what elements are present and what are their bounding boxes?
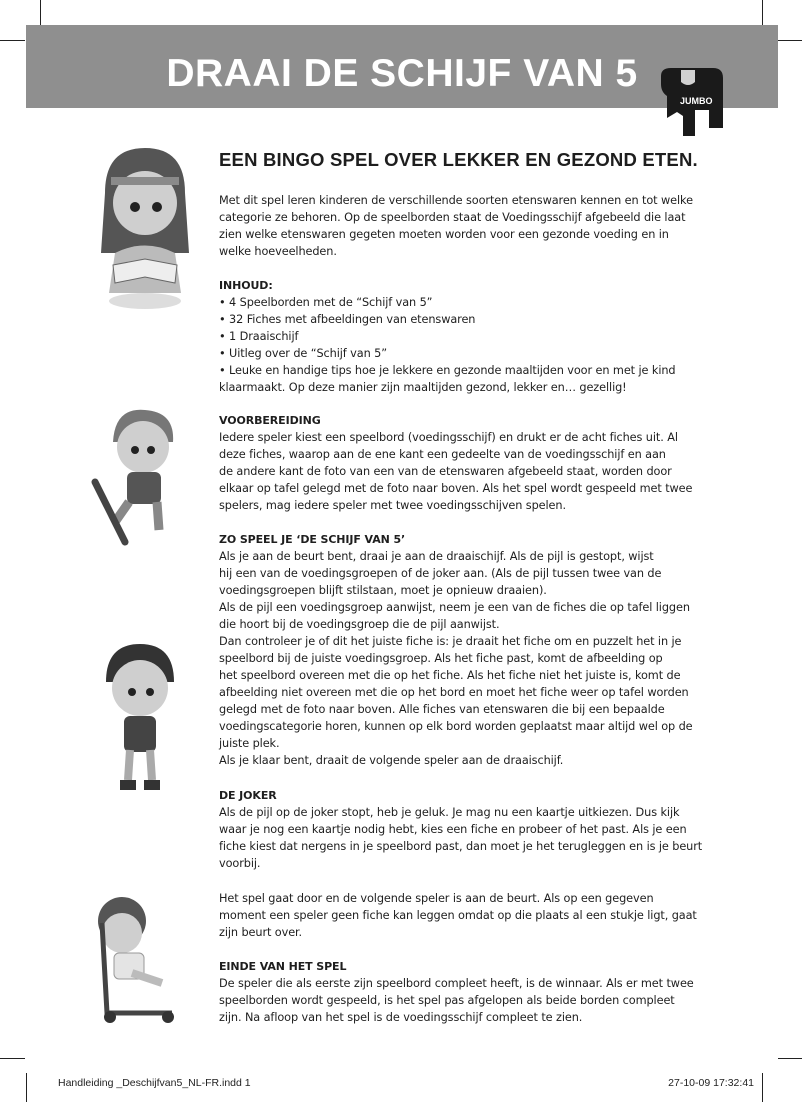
text-line: • Leuke en handige tips hoe je lekkere en gezonde maaltijden voor en met je kind [219,364,676,377]
einde-text [219,975,694,1026]
rollerskate-kid-illustration [88,640,188,800]
text-line: speelbord bij de juiste voedingsgroep. Als het fiche past, komt de afbeelding op [219,652,663,665]
jumbo-elephant-logo [655,66,729,136]
crop-mark [40,0,41,25]
text-line: • 32 Fiches met afbeeldingen van etenswaren [219,313,476,326]
svg-text:JUMBO: JUMBO [680,96,713,106]
footer-timestamp: 27-10-09 17:32:41 [668,1077,754,1089]
text-line: hij een van de voedingsgroepen of de joker aan. (Als de pijl tussen twee van de [219,567,662,580]
text-line: Als je klaar bent, draait de volgende speler aan de draaischijf. [219,754,564,767]
joker-text [219,804,702,872]
text-line: zijn. Na afloop van het spel is de voedingsschijf compleet te zien. [219,1011,583,1024]
zo-speel-text [219,548,693,769]
joker-heading: DE JOKER [219,789,277,802]
einde-heading: EINDE VAN HET SPEL [219,960,347,973]
footer-filename: Handleiding _Deschijfvan5_NL-FR.indd 1 [58,1077,251,1089]
voorbereiding-heading: VOORBEREIDING [219,414,321,427]
text-line: voedingsgroepen blijft stilstaan, moet je opnieuw draaien). [219,584,547,597]
text-line: gelegd met de foto naar boven. Alle fiches van etenswaren die bij een bepaalde [219,703,665,716]
text-line: welke hoeveelheden. [219,245,337,258]
page-title: DRAAI DE SCHIJF VAN 5 [166,52,638,95]
text-line: de andere kant de foto van een van de etenswaren afgebeeld staat, worden door [219,465,672,478]
vervolg-paragraph [219,890,697,941]
crop-mark [778,40,802,41]
text-line: speelborden wordt gespeeld, is het spel pas afgelopen als beide borden compleet [219,994,675,1007]
text-line: • 1 Draaischijf [219,330,299,343]
text-line: voedingscategorie horen, kunnen op elk bord worden geplaatst maar altijd wel op de [219,720,693,733]
text-line: zijn beurt over. [219,926,303,939]
scooter-kid-illustration [82,893,192,1028]
text-line: Iedere speler kiest een speelbord (voedingsschijf) en drukt er de acht fiches uit. Al [219,431,678,444]
text-line: deze fiches, waarop aan de ene kant een gedeelte van de voedingsschijf en aan [219,448,666,461]
skateboard-boy-illustration [85,402,195,552]
text-line: waar je nog een kaartje nodig hebt, kies een fiche en probeer of het past. Als je een [219,823,687,836]
zo-speel-heading: ZO SPEEL JE ‘DE SCHIJF VAN 5’ [219,533,406,546]
text-line: categorie ze behoren. Op de speelborden staat de Voedingsschijf afgebeeld die laat [219,211,686,224]
inhoud-section [219,277,676,396]
text-line: het speelbord overeen met die op het fiche. Als het fiche niet het juiste is, komt de [219,669,681,682]
text-line: Dan controleer je of dit het juiste fiche is: je draait het fiche om en puzzelt het in je [219,635,682,648]
reading-girl-illustration [85,143,205,313]
text-line: De speler die als eerste zijn speelbord compleet heeft, is de winnaar. Als er met twee [219,977,694,990]
crop-mark [762,0,763,25]
subtitle: EEN BINGO SPEL OVER LEKKER EN GEZOND ETEN. [219,149,698,170]
joker-section [219,787,702,872]
text-line: spelers, mag iedere speler met twee voedingsschijven spelen. [219,499,566,512]
text-line: fiche kiest dat nergens in je speelbord past, dan moet je het terugleggen en is je beurt [219,840,703,853]
text-line: voorbij. [219,857,261,870]
text-line: Als de pijl een voedingsgroep aanwijst, neem je een van de fiches die op tafel liggen [219,601,690,614]
crop-mark [0,1058,25,1059]
crop-mark [26,1073,27,1102]
crop-mark [0,40,25,41]
voorbereiding-text [219,429,692,514]
text-line: Het spel gaat door en de volgende speler is aan de beurt. Als op een gegeven [219,892,654,905]
intro-paragraph [219,192,693,260]
text-line: zien welke etenswaren gegeten moeten worden voor een gezonde voeding en in [219,228,669,241]
crop-mark [762,1073,763,1102]
text-line: afbeelding niet overeen met die op het bord en moet het fiche weer op tafel worden [219,686,689,699]
text-line: Als je aan de beurt bent, draai je aan de draaischijf. Als de pijl is gestopt, wijst [219,550,654,563]
text-line: die hoort bij de voedingsgroep die de pijl aanwijst. [219,618,500,631]
zo-speel-section [219,531,693,769]
text-line: • Uitleg over de “Schijf van 5” [219,347,387,360]
inhoud-heading: INHOUD: [219,279,273,292]
voorbereiding-section [219,412,692,514]
text-line: moment een speler geen fiche kan leggen omdat op die plaats al een stukje ligt, gaat [219,909,697,922]
text-line: Als de pijl op de joker stopt, heb je geluk. Je mag nu een kaartje uitkiezen. Dus kijk [219,806,680,819]
crop-mark [778,1058,802,1059]
text-line: Met dit spel leren kinderen de verschillende soorten etenswaren kennen en tot welke [219,194,693,207]
text-line: juiste plek. [219,737,280,750]
text-line: • 4 Speelborden met de “Schijf van 5” [219,296,433,309]
inhoud-list [219,294,676,396]
text-line: elkaar op tafel gelegd met de foto naar boven. Als het spel wordt gespeeld met twee [219,482,693,495]
einde-section [219,958,694,1026]
text-line: klaarmaakt. Op deze manier zijn maaltijden gezond, lekker en… gezellig! [219,381,627,394]
